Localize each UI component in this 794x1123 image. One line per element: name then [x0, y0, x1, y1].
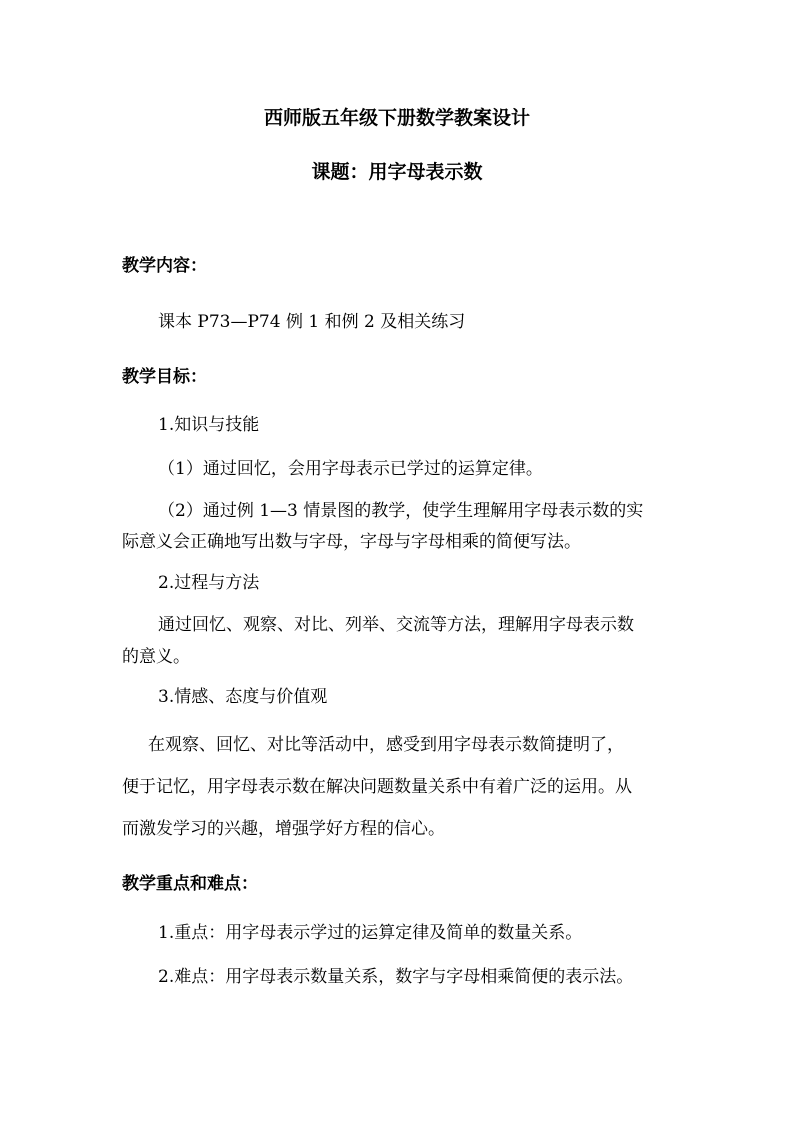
- section-heading-goals: 教学目标：: [122, 367, 207, 387]
- goal-3-line-3: 而激发学习的兴趣，增强学好方程的信心。: [122, 819, 445, 839]
- goal-2-line-2: 的意义。: [122, 647, 190, 667]
- document-title: 西师版五年级下册数学教案设计: [263, 107, 530, 129]
- goal-1-item-1: （1）通过回忆，会用字母表示已学过的运算定律。: [158, 459, 543, 479]
- lesson-topic: 课题：用字母表示数: [311, 161, 483, 183]
- goal-3-title: 3.情感、态度与价值观: [158, 687, 328, 707]
- goal-1-item-2-line-2: 际意义会正确地写出数与字母，字母与字母相乘的简便写法。: [122, 532, 581, 552]
- goal-3-line-1: 在观察、回忆、对比等活动中，感受到用字母表示数简捷明了，: [148, 735, 624, 755]
- goal-1-item-2-line-1: （2）通过例 1—3 情景图的教学，使学生理解用字母表示数的实: [158, 501, 644, 521]
- goal-1-title: 1.知识与技能: [158, 415, 260, 435]
- section-heading-content: 教学内容：: [122, 256, 207, 276]
- goal-3-line-2: 便于记忆，用字母表示数在解决问题数量关系中有着广泛的运用。从: [122, 777, 632, 797]
- goal-2-title: 2.过程与方法: [158, 573, 260, 593]
- content-text: 课本 P73—P74 例 1 和例 2 及相关练习: [158, 312, 466, 332]
- section-heading-key-points: 教学重点和难点：: [122, 874, 258, 894]
- key-point-1: 1.重点：用字母表示学过的运算定律及简单的数量关系。: [158, 923, 583, 943]
- goal-2-line-1: 通过回忆、观察、对比、列举、交流等方法，理解用字母表示数: [158, 615, 634, 635]
- key-point-2: 2.难点：用字母表示数量关系，数字与字母相乘简便的表示法。: [158, 967, 634, 987]
